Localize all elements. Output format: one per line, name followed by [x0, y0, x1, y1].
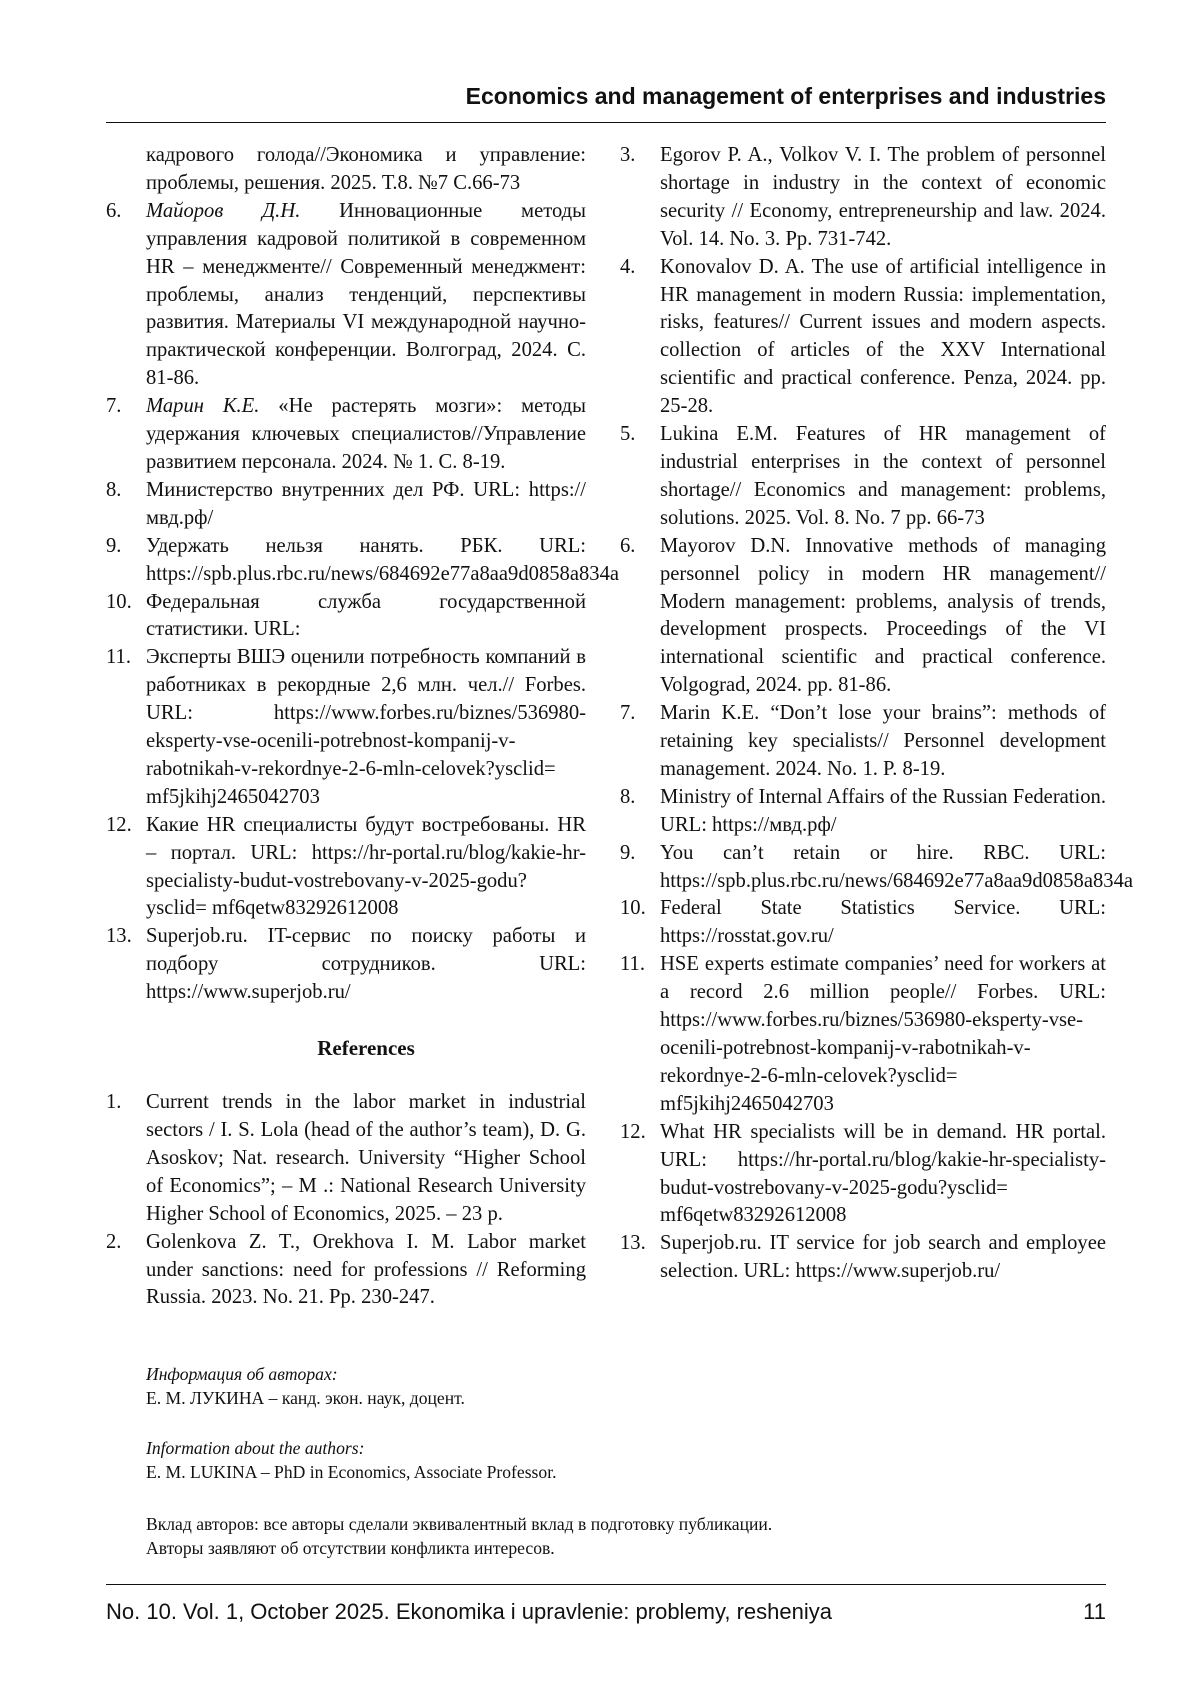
item-number: 13.	[106, 925, 132, 948]
item-number: 7.	[106, 395, 122, 418]
list-item	[106, 589, 586, 645]
item-text: Эксперты ВШЭ оценили потребность компаний в работниках в рекордные 2,6 млн. чел.// Forbes. URL: https://www.forbes.ru/biznes/536980-eksperty-vse-ocenili-potrebnost-kompanij-v-rabotnikah-v-rekordnye-2-6-mln-celovek?ysclid= mf5jkihj2465042703	[146, 646, 586, 808]
item-text: Какие HR специалисты будут востребованы. HR – портал. URL: https://hr-portal.ru/blog/kakie-hr-specialisty-budut-vostrebovany-v-2025-godu?ysclid= mf6qetw83292612008	[146, 813, 586, 920]
list-item	[106, 533, 620, 589]
authors-info-en	[146, 1436, 557, 1484]
list-item	[620, 421, 1106, 533]
item-text: Superjob.ru. IT-сервис по поиску работы и подбору сотрудников. URL: https://www.superjob.ru/	[146, 925, 586, 1004]
item-text: Министерство внутренних дел РФ. URL: https://мвд.рф/	[146, 478, 586, 529]
list-item	[106, 477, 586, 533]
item-number: 7.	[620, 702, 636, 725]
list-item	[620, 700, 1106, 784]
item-text: Удержать нельзя нанять. РБК. URL: https://spb.plus.rbc.ru/news/684692e77a8aa9d0858a834a	[146, 534, 620, 585]
item-number: 6.	[106, 199, 122, 222]
left-column	[106, 142, 620, 1312]
list-item	[620, 840, 1134, 896]
item-text: Lukina E.M. Features of HR management of industrial enterprises in the context of personnel shortage// Economics and management: problems, solutions. 2025. Vol. 8. No. 7 pp. 66-73	[660, 423, 1106, 529]
item-text: HSE experts estimate companies’ need for workers at a record 2.6 million people// Forbes. URL: https://www.forbes.ru/biznes/536980-eksperty-vse-ocenili-potrebnost-kompanij-v-rabotnikah-v-rekordnye-2-6-mln-celovek?ysclid= mf5jkihj2465042703	[660, 953, 1106, 1115]
list-item	[620, 142, 1106, 254]
item-number: 10.	[106, 590, 132, 613]
list-item	[620, 951, 1106, 1118]
page-number: 11	[1083, 1599, 1106, 1624]
item-text: Superjob.ru. IT service for job search and employee selection. URL: https://www.superjob.ru/	[660, 1232, 1106, 1283]
footer-rule	[106, 1584, 1106, 1585]
list-item	[106, 923, 586, 1007]
list-item	[106, 393, 586, 477]
item-text: Инновационные методы управления кадровой политикой в современном HR – менеджменте// Современный менеджмент: проблемы, анализ тенденций, перспективы развития. Материалы VI международной научно-практической конференции. Волгоград, 2024. С. 81-86.	[146, 199, 586, 390]
right-column	[620, 142, 1134, 1286]
authors-text-ru: Е. М. ЛУКИНА – канд. экон. наук, доцент.	[146, 1388, 465, 1408]
item-number: 3.	[620, 144, 636, 166]
item-number: 8.	[620, 785, 636, 808]
item-text: You can’t retain or hire. RBC. URL: https://spb.plus.rbc.ru/news/684692e77a8aa9d0858a834a	[660, 841, 1134, 892]
list-item	[620, 1230, 1106, 1286]
references-heading: References	[317, 1036, 415, 1061]
item-number: 13.	[620, 1232, 646, 1255]
item-text: Federal State Statistics Service. URL: https://rosstat.gov.ru/	[660, 897, 1106, 948]
list-item	[106, 812, 586, 924]
list-item	[620, 895, 1106, 951]
list-item	[106, 644, 586, 811]
item-text: Konovalov D. A. The use of artificial intelligence in HR management in modern Russia: implementation, risks, features// Current issues and modern aspects. collection of articles of the XXV International scientific and practical conference. Penza, 2024. pp. 25-28.	[660, 255, 1106, 418]
item-number: 10.	[620, 897, 646, 920]
list-item	[620, 1119, 1106, 1231]
footer-citation: No. 10. Vol. 1, October 2025. Ekonomika i upravlenie: problemy, resheniya	[106, 1599, 832, 1624]
item-author: Марин К.Е.	[146, 395, 260, 418]
list-item	[620, 254, 1106, 421]
item-text: Current trends in the labor market in industrial sectors / I. S. Lola (head of the author’s team), D. G. Asoskov; Nat. research. University “Higher School of Economics”; – M .: National Research University Higher School of Economics, 2025. – 23 p.	[146, 1091, 586, 1225]
item-number: 12.	[620, 1120, 646, 1143]
item-text: Ministry of Internal Affairs of the Russian Federation. URL: https://мвд.рф/	[660, 785, 1106, 836]
authors-caption-en: Information about the authors:	[146, 1438, 365, 1458]
list-item	[620, 533, 1106, 700]
list-item	[106, 198, 586, 393]
item-author: Майоров Д.Н.	[146, 199, 301, 222]
authors-caption-ru: Информация об авторах:	[146, 1364, 338, 1384]
item-number: 2.	[106, 1230, 122, 1253]
item-text: Marin K.E. “Don’t lose your brains”: methods of retaining key specialists// Personnel development management. 2024. No. 1. P. 8-19.	[660, 702, 1106, 780]
authors-text-en: E. M. LUKINA – PhD in Economics, Associate Professor.	[146, 1462, 557, 1482]
item-number: 11.	[106, 646, 131, 669]
item-text: Egorov P. A., Volkov V. I. The problem of personnel shortage in industry in the context of economic security // Economy, entrepreneurship and law. 2024. Vol. 14. No. 3. Pp. 731-742.	[660, 144, 1106, 250]
contribution-statement: Вклад авторов: все авторы сделали эквивалентный вклад в подготовку публикации.	[146, 1514, 773, 1534]
item-number: 8.	[106, 478, 122, 501]
item-number: 6.	[620, 534, 636, 557]
item-text: Mayorov D.N. Innovative methods of managing personnel policy in modern HR management// Modern management: problems, analysis of trends, development prospects. Proceedings of the VI international scientific and practical conference. Volgograd, 2024. pp. 81-86.	[660, 534, 1106, 697]
running-header: Economics and management of enterprises and industries	[465, 83, 1106, 109]
continued-entry: кадрового голода//Экономика и управление: проблемы, решения. 2025. Т.8. №7 С.66-73	[146, 144, 586, 194]
item-number: 1.	[106, 1091, 122, 1114]
item-number: 9.	[620, 841, 636, 864]
item-text: «Не растерять мозги»: методы удержания ключевых специалистов//Управление развитием персонала. 2024. № 1. С. 8-19.	[146, 395, 586, 473]
item-text: What HR specialists will be in demand. HR portal. URL: https://hr-portal.ru/blog/kakie-hr-specialisty-budut-vostrebovany-v-2025-godu?ysclid= mf6qetw83292612008	[660, 1120, 1106, 1227]
item-number: 12.	[106, 813, 132, 836]
list-item	[620, 784, 1106, 840]
item-text: Golenkova Z. T., Orekhova I. M. Labor market under sanctions: need for professions // Reforming Russia. 2023. No. 21. Pp. 230-247.	[146, 1230, 586, 1309]
item-number: 9.	[106, 534, 122, 557]
item-text: Федеральная служба государственной статистики. URL:	[146, 590, 586, 641]
item-number: 4.	[620, 255, 636, 278]
header-rule	[106, 122, 1106, 123]
list-item	[106, 1089, 586, 1229]
authors-statements	[146, 1512, 772, 1560]
list-item	[106, 1229, 586, 1313]
item-number: 11.	[620, 953, 645, 976]
conflict-statement: Авторы заявляют об отсутствии конфликта интересов.	[146, 1538, 555, 1558]
authors-info-ru	[146, 1362, 465, 1410]
item-number: 5.	[620, 423, 636, 446]
